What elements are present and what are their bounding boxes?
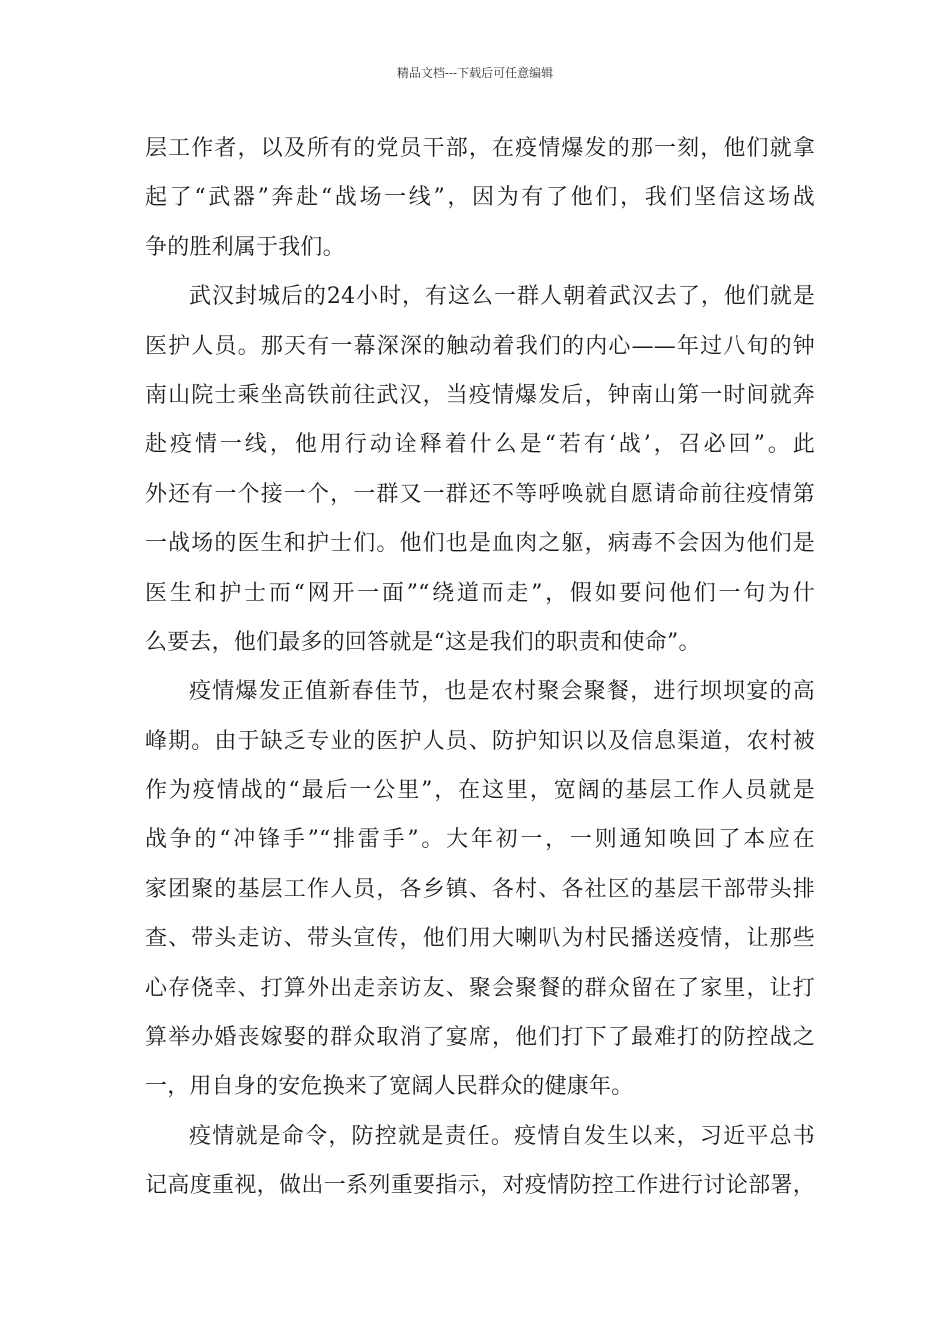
text-line: 争的胜利属于我们。 [145,234,345,260]
text-line: 外还有一个接一个，一群又一群还不等呼唤就自愿请命前往疫情第 [145,481,815,507]
text-line: 家团聚的基层工作人员，各乡镇、各村、各社区的基层干部带头排 [145,876,815,902]
document-body [145,124,815,1211]
text-line: 医生和护士而“网开一面”“绕道而走”，假如要问他们一句为什 [145,580,815,606]
text-line: 战争的“冲锋手”“排雷手”。大年初一，一则通知唤回了本应在 [145,827,815,853]
text-line: 南山院士乘坐高铁前往武汉，当疫情爆发后，钟南山第一时间就奔 [145,382,815,408]
text-line: 武汉封城后的24小时，有这么一群人朝着武汉去了，他们就是 [189,284,815,310]
text-line: 一战场的医生和护士们。他们也是血肉之躯，病毒不会因为他们是 [145,531,815,557]
text-line: 层工作者，以及所有的党员干部，在疫情爆发的那一刻，他们就拿 [145,136,815,161]
page-header: 精品文档---下载后可任意编辑 [396,66,554,80]
text-line: 作为疫情战的“最后一公里”，在这里，宽阔的基层工作人员就是 [145,778,815,804]
text-line: 么要去，他们最多的回答就是“这是我们的职责和使命”。 [145,629,701,655]
text-line: 记高度重视，做出一系列重要指示，对疫情防控工作进行讨论部署， [145,1173,815,1199]
text-line: 查、带头走访、带头宣传，他们用大喇叭为村民播送疫情，让那些 [145,926,815,952]
text-line: 一，用自身的安危换来了宽阔人民群众的健康年。 [145,1074,634,1100]
text-line: 疫情爆发正值新春佳节，也是农村聚会聚餐，进行坝坝宴的高 [189,679,815,705]
text-line: 赴疫情一线，他用行动诠释着什么是“若有‘战’，召必回”。此 [145,432,815,458]
text-line: 心存侥幸、打算外出走亲访友、聚会聚餐的群众留在了家里，让打 [145,975,815,1001]
text-line: 医护人员。那天有一幕深深的触动着我们的内心——年过八旬的钟 [145,333,815,359]
text-line: 疫情就是命令，防控就是责任。疫情自发生以来，习近平总书 [189,1123,815,1149]
text-line: 峰期。由于缺乏专业的医护人员、防护知识以及信息渠道，农村被 [145,728,815,754]
text-line: 起了“武器”奔赴“战场一线”，因为有了他们，我们坚信这场战 [145,185,815,211]
text-line: 算举办婚丧嫁娶的群众取消了宴席，他们打下了最难打的防控战之 [145,1025,815,1051]
